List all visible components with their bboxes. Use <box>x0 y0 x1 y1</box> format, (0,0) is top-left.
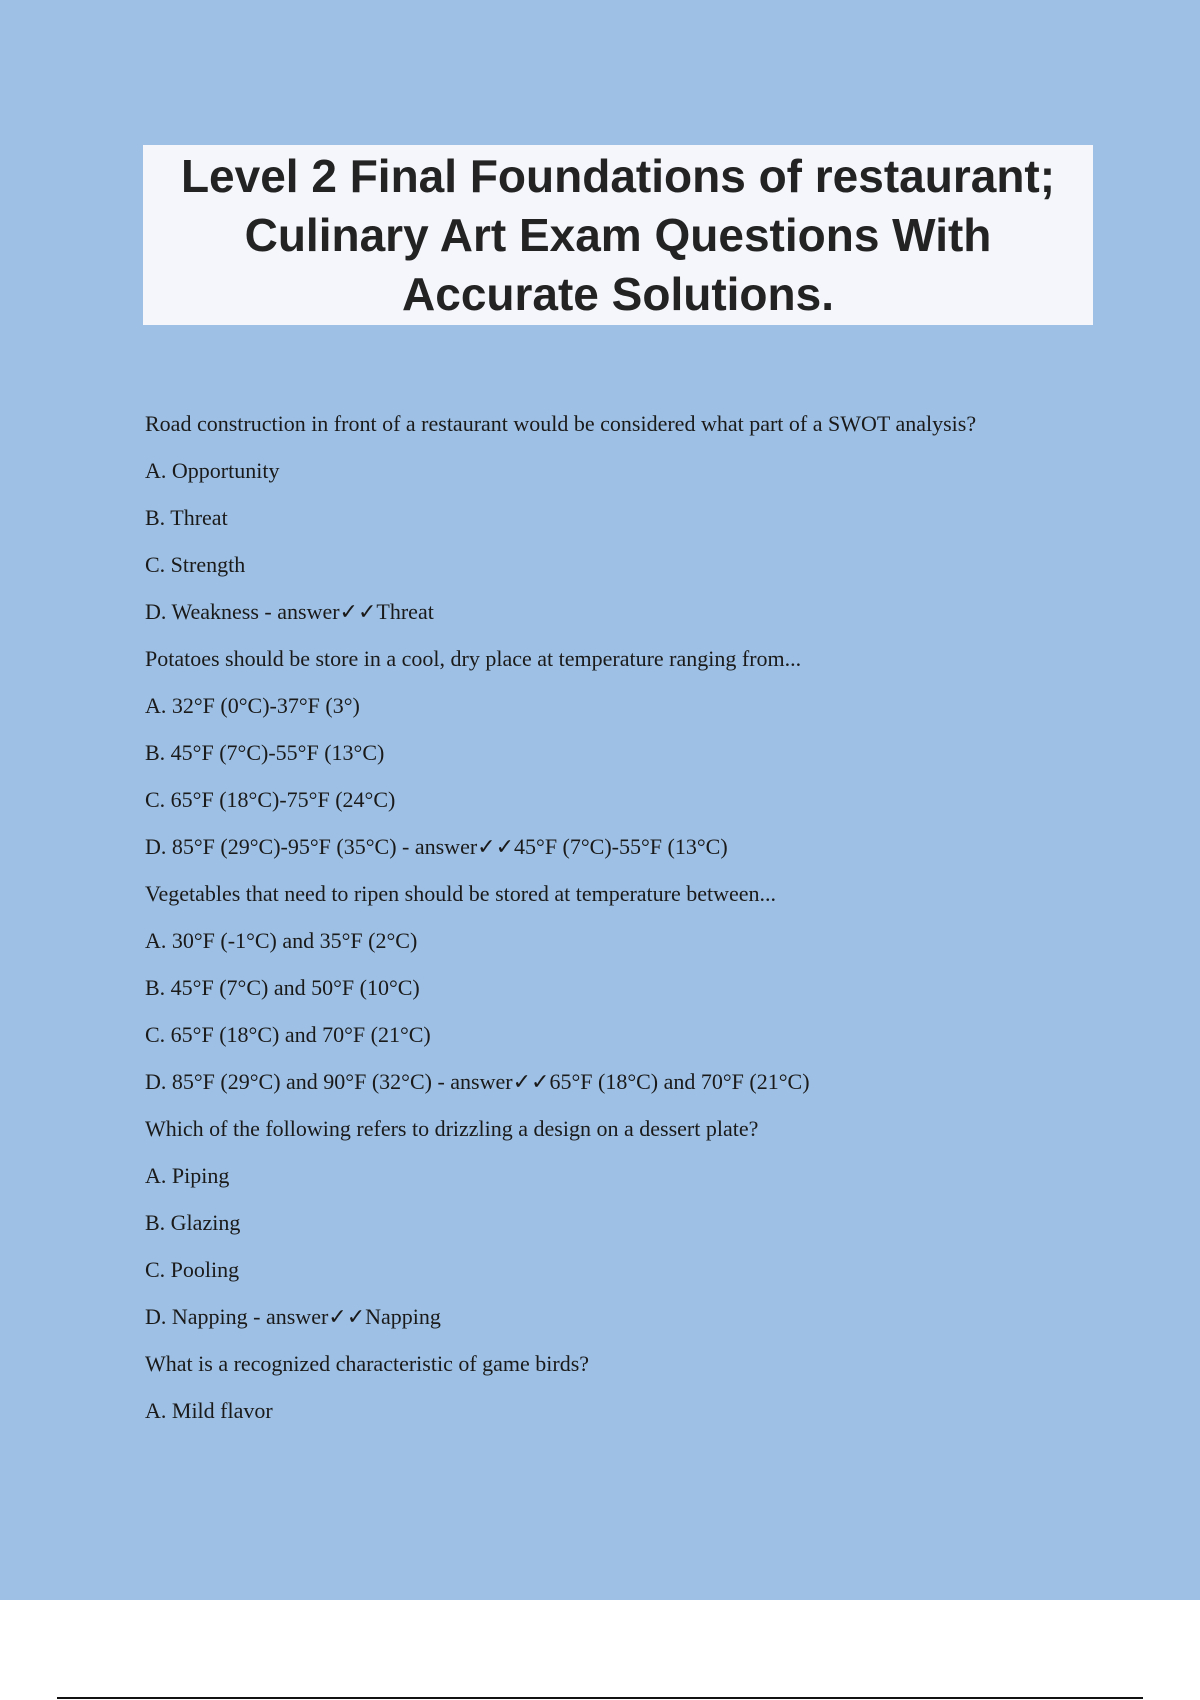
question-text: Potatoes should be store in a cool, dry place at temperature ranging from... <box>145 646 802 671</box>
title-box <box>143 145 1093 325</box>
answer-option-with-solution: D. Napping - answer✓✓Napping <box>145 1304 441 1329</box>
answer-option: B. Glazing <box>145 1210 241 1235</box>
answer-option: A. Mild flavor <box>145 1398 273 1423</box>
answer-option: B. Threat <box>145 505 228 530</box>
answer-option: A. Piping <box>145 1163 230 1188</box>
answer-option: B. 45°F (7°C)-55°F (13°C) <box>145 740 385 765</box>
answer-option: C. 65°F (18°C) and 70°F (21°C) <box>145 1022 431 1047</box>
answer-option-with-solution: D. Weakness - answer✓✓Threat <box>145 599 434 624</box>
answer-option: B. 45°F (7°C) and 50°F (10°C) <box>145 975 420 1000</box>
answer-option: C. Strength <box>145 552 246 577</box>
footer-divider <box>57 1697 1143 1699</box>
question-text: Road construction in front of a restaurant would be considered what part of a SWOT analysis? <box>145 411 977 436</box>
answer-option: C. 65°F (18°C)-75°F (24°C) <box>145 787 396 812</box>
question-text: Vegetables that need to ripen should be stored at temperature between... <box>145 881 777 906</box>
document-title: Level 2 Final Foundations of restaurant; Culinary Art Exam Questions With Accurate Solutions. <box>180 149 1056 320</box>
question-list <box>145 410 1105 1444</box>
answer-option: A. 32°F (0°C)-37°F (3°) <box>145 693 360 718</box>
answer-option: C. Pooling <box>145 1257 240 1282</box>
answer-option: A. Opportunity <box>145 458 280 483</box>
answer-option-with-solution: D. 85°F (29°C)-95°F (35°C) - answer✓✓45°F (7°C)-55°F (13°C) <box>145 834 728 859</box>
answer-option-with-solution: D. 85°F (29°C) and 90°F (32°C) - answer✓✓65°F (18°C) and 70°F (21°C) <box>145 1069 810 1094</box>
answer-option: A. 30°F (-1°C) and 35°F (2°C) <box>145 928 418 953</box>
question-text: What is a recognized characteristic of game birds? <box>145 1351 590 1376</box>
question-text: Which of the following refers to drizzling a design on a dessert plate? <box>145 1116 759 1141</box>
